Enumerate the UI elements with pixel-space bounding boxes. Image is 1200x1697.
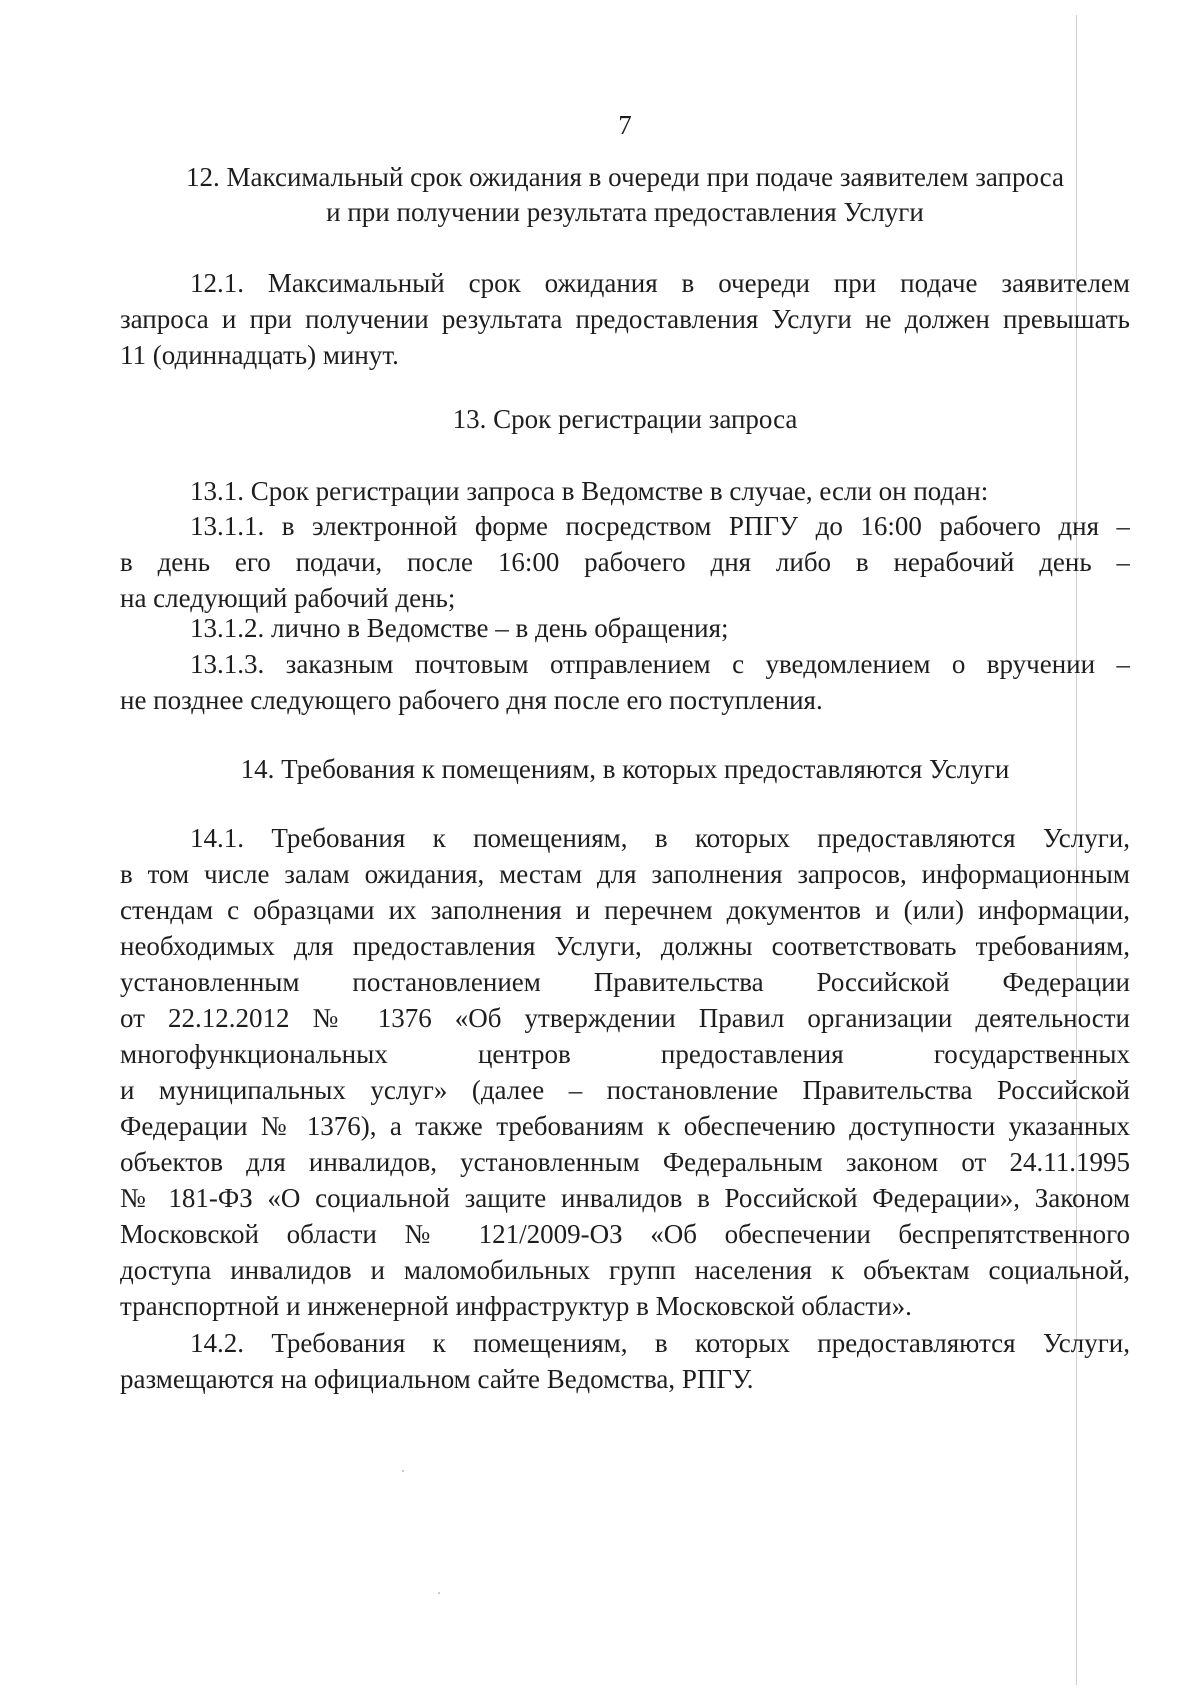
paragraph-line: и муниципальных услуг» (далее – постановление Правительства Российской <box>120 1075 1130 1105</box>
section-12-heading <box>120 160 1130 230</box>
paragraph-line: от 22.12.2012 № 1376 «Об утверждении Правил организации деятельности <box>120 1003 1130 1033</box>
heading-line: 12. Максимальный срок ожидания в очереди при подаче заявителем запроса <box>186 162 1064 192</box>
section-14-heading <box>120 752 1130 787</box>
paragraph-line: стендам с образцами их заполнения и перечнем документов и (или) информации, <box>120 895 1130 925</box>
paragraph-line: 13.1. Срок регистрации запроса в Ведомстве в случае, если он подан: <box>190 476 989 506</box>
paragraph-line: 12.1. Максимальный срок ожидания в очереди при подаче заявителем <box>190 268 1130 298</box>
paragraph-14-1 <box>120 820 1130 1324</box>
paragraph-line: 13.1.3. заказным почтовым отправлением с уведомлением о вручении – <box>190 649 1130 679</box>
paragraph-line: транспортной и инженерной инфраструктур в Московской области». <box>120 1291 912 1321</box>
paragraph-line: на следующий рабочий день; <box>120 583 456 613</box>
section-13-heading <box>120 402 1130 437</box>
heading-line: 13. Срок регистрации запроса <box>452 404 798 434</box>
paragraph-line: № 181-ФЗ «О социальной защите инвалидов в Российской Федерации», Законом <box>120 1183 1130 1213</box>
paragraph-line: многофункциональных центров предоставления государственных <box>120 1039 1130 1069</box>
paragraph-13-1 <box>120 473 1130 509</box>
heading-line: и при получении результата предоставления Услуги <box>326 197 924 227</box>
paragraph-13-1-1 <box>120 508 1130 616</box>
paragraph-line: 11 (одиннадцать) минут. <box>120 340 399 370</box>
paragraph-line: доступа инвалидов и маломобильных групп населения к объектам социальной, <box>120 1255 1130 1285</box>
paragraph-13-1-2 <box>120 610 1130 646</box>
paragraph-line: в день его подачи, после 16:00 рабочего дня либо в нерабочий день – <box>120 547 1130 577</box>
paragraph-14-2 <box>120 1325 1130 1397</box>
paragraph-line: 14.2. Требования к помещениям, в которых предоставляются Услуги, <box>190 1328 1130 1358</box>
paragraph-line: 13.1.2. лично в Ведомстве – в день обращения; <box>190 613 729 643</box>
paragraph-line: 14.1. Требования к помещениям, в которых предоставляются Услуги, <box>190 823 1130 853</box>
paragraph-line: запроса и при получении результата предоставления Услуги не должен превышать <box>120 304 1130 334</box>
paragraph-line: объектов для инвалидов, установленным Федеральным законом от 24.11.1995 <box>120 1147 1130 1177</box>
heading-line: 14. Требования к помещениям, в которых предоставляются Услуги <box>240 754 1010 784</box>
paragraph-12-1 <box>120 265 1130 373</box>
paragraph-line: не позднее следующего рабочего дня после его поступления. <box>120 685 823 715</box>
scan-speck <box>438 1592 440 1594</box>
scan-speck <box>402 1470 404 1472</box>
paragraph-line: размещаются на официальном сайте Ведомства, РПГУ. <box>120 1364 754 1394</box>
paragraph-13-1-3 <box>120 646 1130 718</box>
paragraph-line: необходимых для предоставления Услуги, должны соответствовать требованиям, <box>120 931 1130 961</box>
paragraph-line: Московской области № 121/2009-ОЗ «Об обеспечении беспрепятственного <box>120 1219 1130 1249</box>
paragraph-line: в том числе залам ожидания, местам для заполнения запросов, информационным <box>120 859 1130 889</box>
page-number: 7 <box>618 110 632 140</box>
paragraph-line: Федерации № 1376), а также требованиям к обеспечению доступности указанных <box>120 1111 1130 1141</box>
paragraph-line: установленным постановлением Правительства Российской Федерации <box>120 967 1130 997</box>
paragraph-line: 13.1.1. в электронной форме посредством РПГУ до 16:00 рабочего дня – <box>190 511 1130 541</box>
